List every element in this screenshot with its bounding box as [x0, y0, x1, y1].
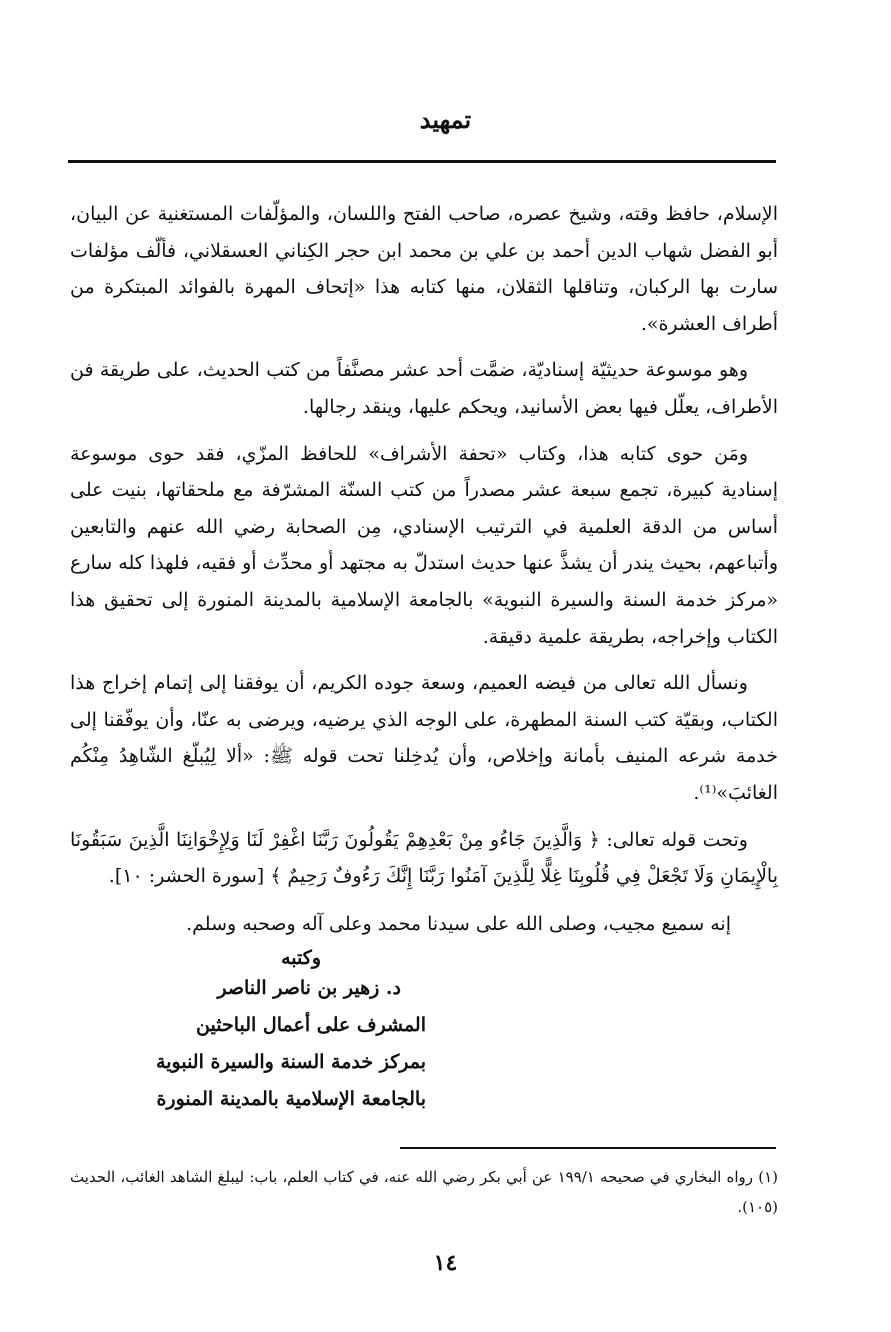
main-text	[70, 196, 778, 905]
signature-block	[156, 970, 426, 1118]
paragraph-3: ومَن حوى كتابه هذا، وكتاب «تحفة الأشراف» للحافظ المزّي، فقد حوى موسوعة إسنادية كبيرة، تجمع سبعة عشر مصدراً من كتب السنّة المشرّفة مع ملحقاتها، بنيت على أساس من الدقة العلمية في الترتيب الإسنادي، مِن الصحابة رضي الله عنهم والتابعين وأتباعهم، بحيث يندر أن يشذَّ عنها حديث استدلّ به مجتهد أو محدِّث أو فقيه، فلهذا كله سارع «مركز خدمة السنة والسيرة النبوية» بالجامعة الإسلامية بالمدينة المنورة إلى تحقيق هذا الكتاب وإخراجه، بطريقة علمية دقيقة.	[70, 442, 778, 648]
paragraph-5: وتحت قوله تعالى: ﴿ وَالَّذِينَ جَاءُو مِنْ بَعْدِهِمْ يَقُولُونَ رَبَّنَا اغْفِرْ لَنَا وَلِإِخْوَانِنَا الَّذِينَ سَبَقُونَا بِالْإِيمَانِ وَلَا تَجْعَلْ فِي قُلُوبِنَا غِلًّا لِلَّذِينَ آمَنُوا رَبَّنَا إِنَّكَ رَءُوفٌ رَحِيمٌ ﴾ [سورة الحشر: ١٠].	[70, 828, 778, 888]
footnote-divider	[400, 1147, 776, 1149]
page-heading: تمهيد	[419, 105, 472, 134]
paragraph-2: وهو موسوعة حديثيّة إسناديّة، ضمَّت أحد عشر مصنَّفاً من كتب الحديث، على طريقة فن الأطراف، يعلّل فيها بعض الأسانيد، ويحكم عليها، وينقد رجالها.	[70, 359, 778, 418]
page-number: ١٤	[433, 1250, 458, 1276]
closing-wrote: وكتبه	[281, 947, 321, 969]
footnote: (١) رواه البخاري في صحيحه ١٩٩/١ عن أبي بكر رضي الله عنه، في كتاب العلم، باب: ليبلغ الشاهد الغائب، الحديث (١٠٥).	[70, 1168, 778, 1216]
signature-center: بمركز خدمة السنة والسيرة النبوية	[156, 1051, 426, 1073]
signature-name: د. زهير بن ناصر الناصر	[217, 977, 401, 999]
signature-role: المشرف على أعمال الباحثين	[196, 1014, 426, 1036]
header-divider	[68, 160, 776, 163]
paragraph-1: الإسلام، حافظ وقته، وشيخ عصره، صاحب الفتح واللسان، والمؤلّفات المستغنية عن البيان، أبو الفضل شهاب الدين أحمد بن علي بن محمد ابن حجر الكِناني العسقلاني، فألّف مؤلفات سارت بها الركبان، وتناقلها الثقلان، منها كتابه هذا «إتحاف المهرة بالفوائد المبتكرة من أطراف العشرة».	[70, 203, 778, 335]
paragraph-4: ونسأل الله تعالى من فيضه العميم، وسعة جوده الكريم، أن يوفقنا إلى إتمام إخراج هذا الكتاب، وبقيّة كتب السنة المطهرة، على الوجه الذي يرضيه، ويرضى به عنّا، وأن يوفّقنا إلى خدمة شرعه المنيف بأمانة وإخلاص، وأن يُدخِلنا تحت قوله ﷺ: «ألا لِيُبلّغ الشّاهِدُ مِنْكُم الغائبَ»⁽¹⁾.	[70, 672, 778, 804]
closing-prayer: إنه سميع مجيب، وصلى الله على سيدنا محمد وعلى آله وصحبه وسلم.	[186, 913, 731, 935]
signature-university: بالجامعة الإسلامية بالمدينة المنورة	[156, 1088, 426, 1110]
